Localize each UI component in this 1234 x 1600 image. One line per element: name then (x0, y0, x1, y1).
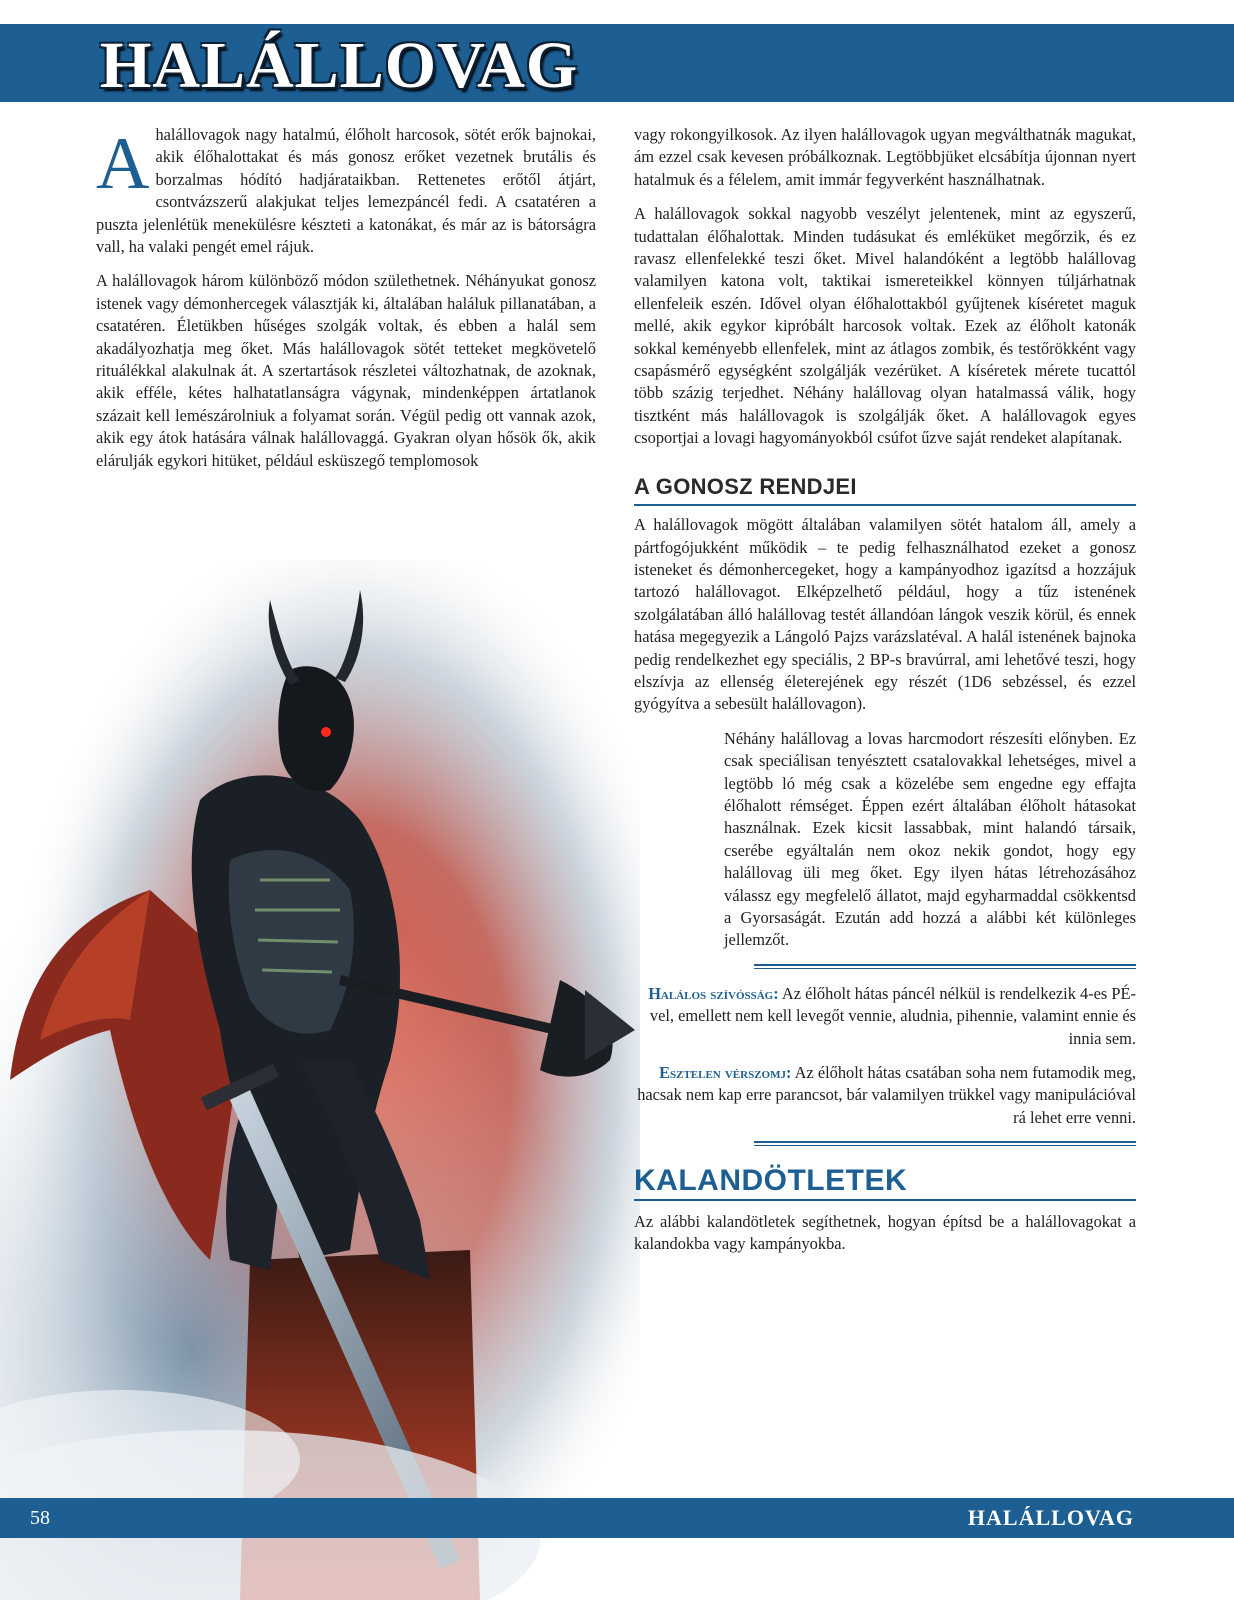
feature-name: Halálos szívósság: (648, 983, 779, 1003)
body-paragraph: vagy rokongyilkosok. Az ilyen halállovagok ugyan megválthatnák magukat, ám ezzel csak kevesen próbálkoznak. Legtöbbjüket elcsábítja újonnan nyert hatalmuk és a félelem, amit immár fegyverként használhatnak. (634, 125, 1136, 189)
section-heading: A GONOSZ RENDJEI (634, 476, 1136, 506)
page-title: HALÁLLOVAG (100, 29, 579, 102)
intro-paragraph: Ahalállovagok nagy hatalmú, élőholt harcosok, sötét erők bajnokai, akik élőhalottakat és más gonosz erőket vezetnek brutális és borzalmas hódító hadjárataikban. Rettenetes erőtől átjárt, csontvázszerű alakjukat teljes lemezpáncél fedi. A csatatéren a puszta jelenlétük menekülésre készteti a katonákat, és már az is bátorságra vall, ha valaki pengét emel rájuk. (96, 123, 596, 257)
body-paragraph: Néhány halállovag a lovas harcmodort részesíti előnyben. Ez csak speciálisan tenyésztett csatalovakkal lehetséges, mivel a legtöbb ló még csak a közelébe sem engedne egy effajta élőhalott rémséget. Éppen ezért általában élőholt hátasokat használnak. Ezek kicsit lassabbak, mint halandó társaik, cserébe egyáltalán nem okoz nekik gondot, hogy egy halállovag üli meg őket. Egy ilyen hátas létrehozásához válassz egy megfelelő állatot, majd egyharmaddal csökkentsd a Gyorsaságát. Ezután add hozzá a alábbi két különleges jellemzőt. (724, 728, 1136, 950)
footer-title: HALÁLLOVAG (967, 1505, 1134, 1530)
body-paragraph: Az alábbi kalandötletek segíthetnek, hogyan építsd be a halállovagokat a kalandokba vagy kampányokba. (634, 1211, 1136, 1254)
left-column (96, 124, 596, 484)
adventure-ideas-heading: KALANDÖTLETEK (634, 1170, 1136, 1200)
right-column (634, 124, 1136, 1267)
section-divider (754, 1141, 1136, 1146)
feature-entry (634, 1062, 1136, 1129)
feature-entry (634, 983, 1136, 1050)
feature-name: Esztelen vérszomj: (659, 1063, 792, 1083)
feature-text: Az élőholt hátas páncél nélkül is rendelkezik 4-es PÉ-vel, emellett nem kell levegőt vennie, aludnia, pihennie, valamint ennie és innia sem. (649, 983, 1136, 1048)
section-divider (754, 964, 1136, 969)
death-knight-illustration (0, 560, 640, 1600)
body-paragraph: A halállovagok három különböző módon születhetnek. Néhányukat gonosz istenek vagy démonhercegek választják ki, általában haláluk pillanatában, a csatatéren. Életükben hűséges szolgák voltak, és ebben a halál sem akadályozhatja meg őket. Más halállovagok sötét tetteket megkövetelő rituálékkal alakulnak át. A szertartások részletei változhatnak, de azoknak, akik efféle, kétes halhatatlanságra vágynak, mindenképpen ártatlanok százait kell lemészárolniuk a folyamat során. Végül pedig ott vannak azok, akik egy átok hatására válnak halállovaggá. Gyakran olyan hősök ők, akik elárulják egykori hitüket, például esküszegő templomosok (96, 271, 596, 470)
body-paragraph: A halállovagok mögött általában valamilyen sötét hatalom áll, amely a pártfogójukként működik – te pedig felhasználhatod ezeket a gonosz isteneket és démonhercegeket, hogy a kampányodhoz igazítsd a hozzájuk tartozó halállovagot. Elképzelhető például, hogy a tűz istenének szolgálatában álló halállovag testét állandóan lángok veszik körül, és ennek hatása megegyezik a Lángoló Pajzs varázslatéval. A halál istenének bajnoka pedig rendelkezhet egy speciális, 2 BP-s bravúrral, ami lehetővé teszi, hogy elszívja az ellenség életerejének egy részét (1D6 sebzéssel, és ezzel gyógyítva a sebesült halállovagon). (634, 515, 1136, 714)
drop-cap: A (96, 123, 150, 205)
body-paragraph: A halállovagok sokkal nagyobb veszélyt jelentenek, mint az egyszerű, tudattalan élőhalottak. Minden tudásukat és emléküket megőrzik, és ez ravasz ellenfelekké teszi őket. Mivel halandóként a legtöbb halállovag valamilyen katona volt, taktikai ismereteikkel könnyen túljárhatnak ellenfeleik eszén. Idővel olyan élőhalottakból gyűjtenek kíséretet maguk mellé, akik egykor kipróbált harcosok voltak. Ezek az élőholt katonák sokkal keményebb ellenfelek, mint az átlagos zombik, és testőrökként vagy csapásmérő egységként szolgálják vezérüket. A kíséretek mérete tucattól több százig terjedhet. Néhány halállovag olyan hatalmassá válik, hogy tisztként más halállovagok is szolgálják őket. A halállovagok egyes csoportjai a lovagi hagyományokból csúfot űzve saját rendeket alapítanak. (634, 204, 1136, 448)
feature-text: Az élőholt hátas csatában soha nem futamodik meg, hacsak nem kap erre parancsot, bár valamilyen trükkel vagy manipulációval rá lehet erre venni. (637, 1063, 1136, 1127)
page-number: 58 (30, 1507, 50, 1529)
